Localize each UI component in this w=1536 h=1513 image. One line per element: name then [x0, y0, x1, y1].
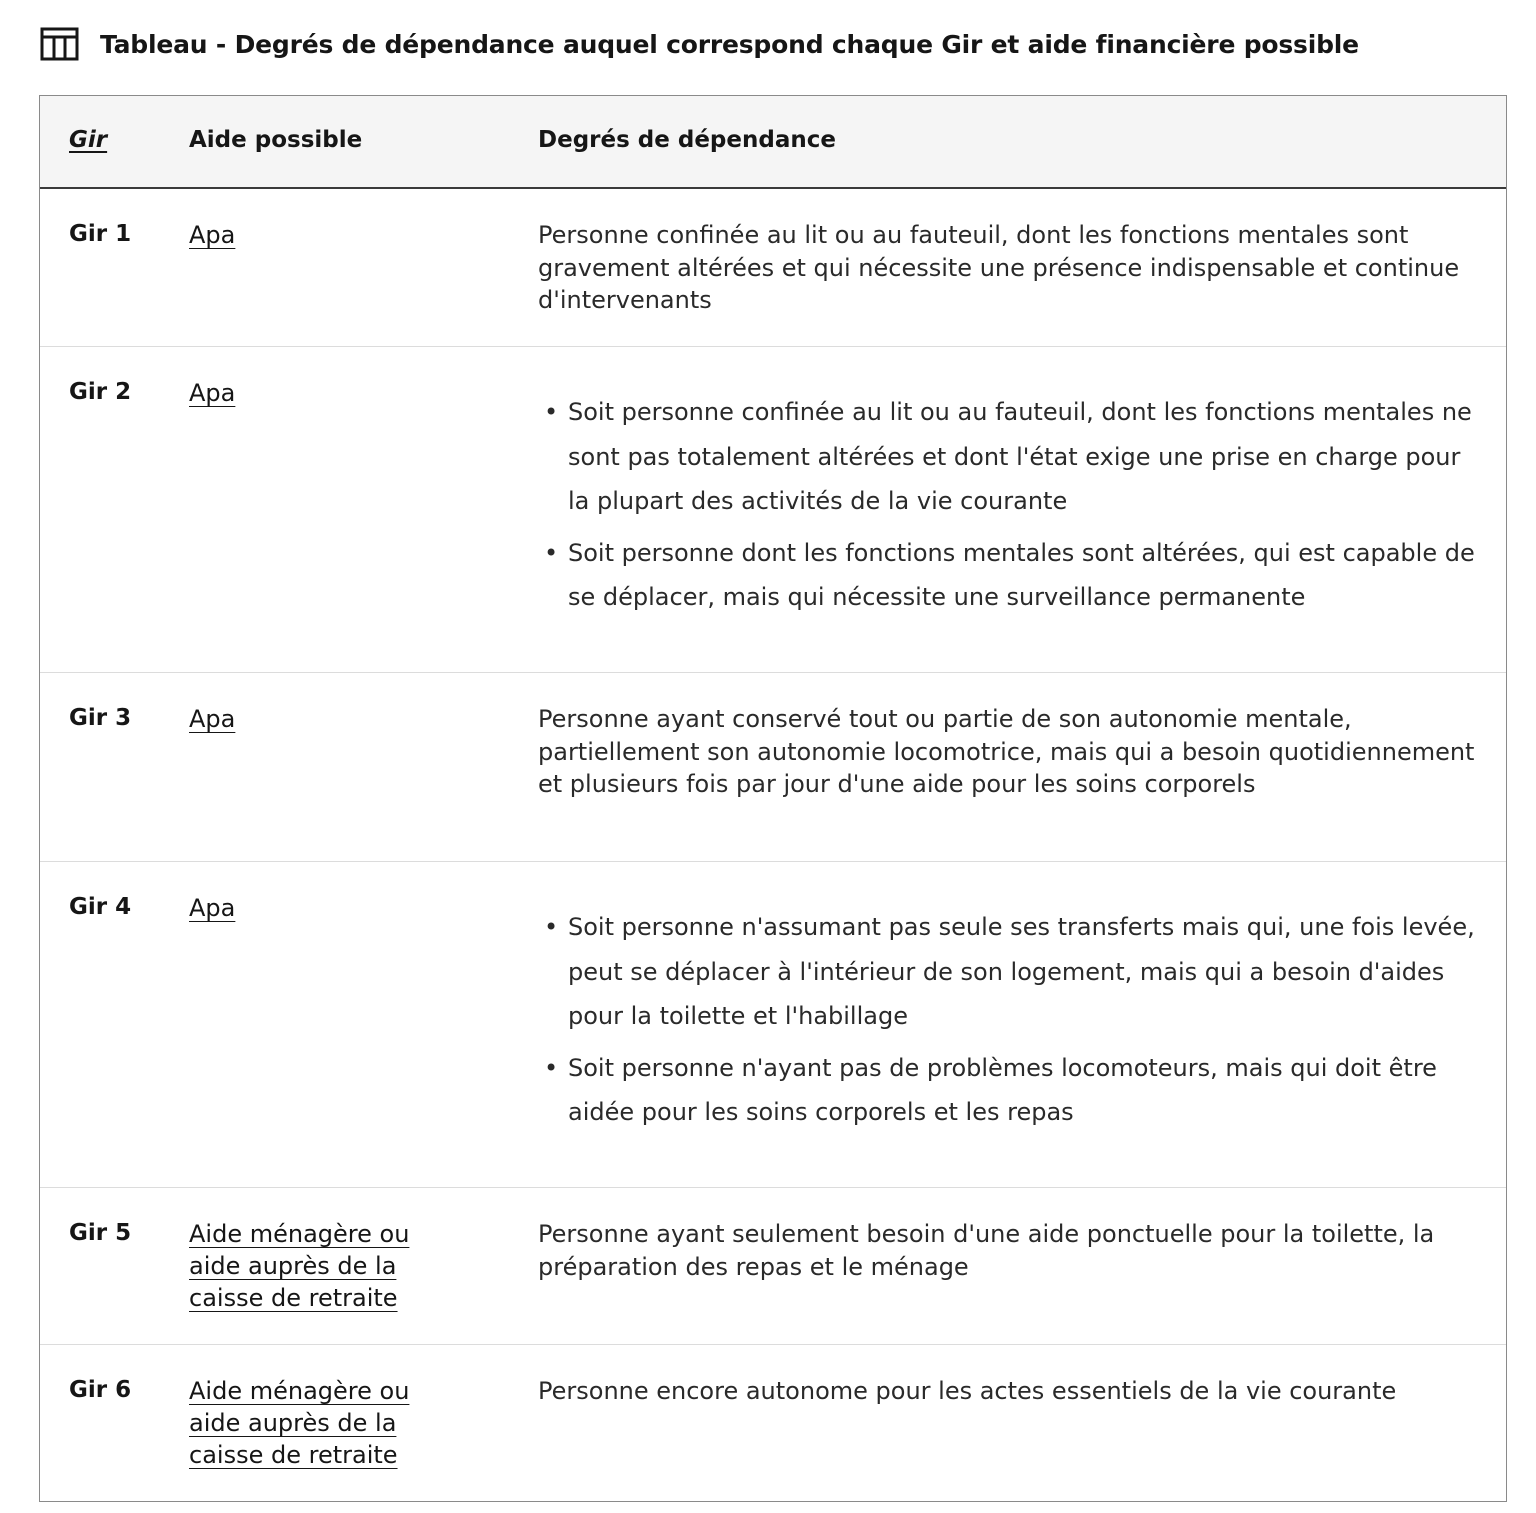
table-title: Tableau - Degrés de dépendance auquel correspond chaque Gir et aide financière possible [100, 29, 1359, 59]
table-row-gir-3 [40, 673, 1506, 862]
degres-text: Personne encore autonome pour les actes essentiels de la vie courante [538, 1377, 1397, 1405]
aide-link[interactable]: Aide ménagère ou aide auprès de la caisse de retraite [189, 1377, 410, 1469]
header-aide-possible: Aide possible [189, 127, 363, 153]
gir-label: Gir 5 [69, 1220, 132, 1246]
gir-label: Gir 6 [69, 1377, 132, 1403]
aide-link[interactable]: Apa [189, 705, 236, 733]
degres-list-item: • Soit personne confinée au lit ou au fauteuil, dont les fonctions mentales ne sont pas totalement altérées et dont l'état exige une prise en charge pour la plupart des activités de la vie courante [538, 390, 1483, 524]
gir-label: Gir 2 [69, 379, 132, 405]
aide-link[interactable]: Aide ménagère ou aide auprès de la caisse de retraite [189, 1220, 410, 1312]
aide-cell [189, 1218, 449, 1314]
table-caption [40, 24, 1359, 64]
aide-cell [189, 703, 449, 735]
gir-label: Gir 1 [69, 221, 132, 247]
aide-cell [189, 377, 449, 409]
degres-list-item: • Soit personne n'assumant pas seule ses transferts mais qui, une fois levée, peut se déplacer à l'intérieur de son logement, mais qui a besoin d'aides pour la toilette et l'habillage [538, 905, 1483, 1039]
gir-label: Gir 4 [69, 894, 132, 920]
degres-text: Personne ayant seulement besoin d'une aide ponctuelle pour la toilette, la préparation des repas et le ménage [538, 1220, 1435, 1281]
table-row-gir-6 [40, 1345, 1506, 1501]
table-row-gir-2 [40, 347, 1506, 673]
header-degres-dependance: Degrés de dépendance [538, 127, 836, 153]
degres-list-item: • Soit personne dont les fonctions mentales sont altérées, qui est capable de se déplacer, mais qui nécessite une surveillance permanente [538, 531, 1483, 620]
degres-text: Personne confinée au lit ou au fauteuil, dont les fonctions mentales sont gravement altérées et qui nécessite une présence indispensable et continue d'intervenants [538, 221, 1460, 314]
aide-cell [189, 892, 449, 924]
header-gir-link[interactable]: Gir [69, 127, 108, 153]
degres-list [538, 390, 1483, 627]
table-row-gir-1 [40, 189, 1506, 347]
aide-cell [189, 1375, 449, 1471]
degres-list-item: • Soit personne n'ayant pas de problèmes locomoteurs, mais qui doit être aidée pour les soins corporels et les repas [538, 1046, 1483, 1135]
aide-link[interactable]: Apa [189, 221, 236, 249]
table-row-gir-5 [40, 1188, 1506, 1345]
gir-label: Gir 3 [69, 705, 132, 731]
gir-table [39, 95, 1507, 1502]
degres-text: Personne ayant conservé tout ou partie de son autonomie mentale, partiellement son autonomie locomotrice, mais qui a besoin quotidiennement et plusieurs fois par jour d'une aide pour les soins corporels [538, 705, 1475, 798]
table-header-row [40, 96, 1506, 189]
aide-cell [189, 219, 449, 251]
aide-link[interactable]: Apa [189, 894, 236, 922]
degres-list [538, 905, 1483, 1142]
aide-link[interactable]: Apa [189, 379, 236, 407]
table-row-gir-4 [40, 862, 1506, 1188]
table-icon [40, 26, 80, 62]
